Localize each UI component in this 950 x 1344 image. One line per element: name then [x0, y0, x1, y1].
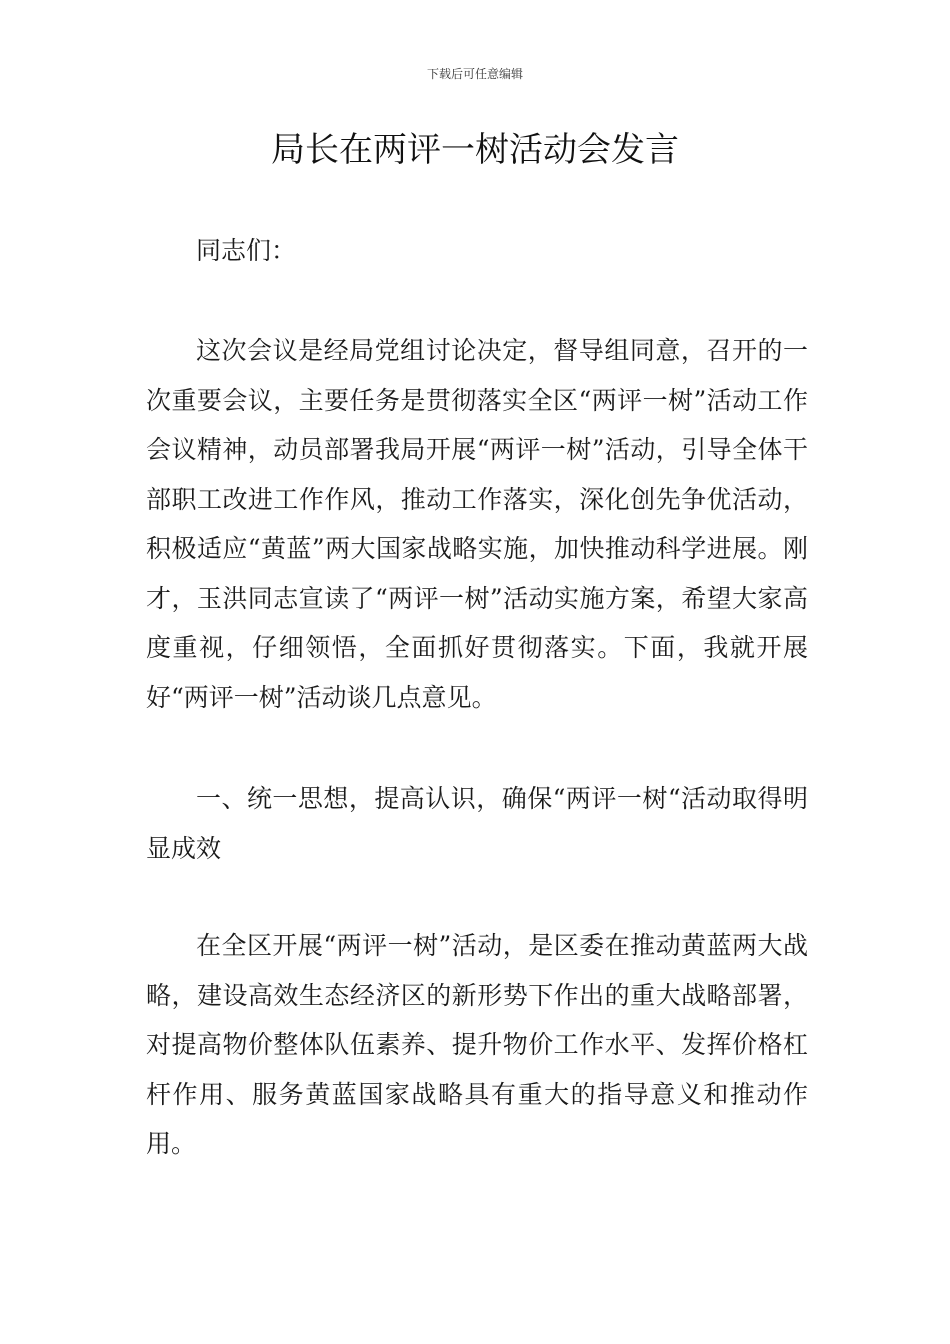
paragraph-section-1: 在全区开展“两评一树”活动，是区委在推动黄蓝两大战略，建设高效生态经济区的新形势下作出的重大战略部署，对提高物价整体队伍素养、提升物价工作水平、发挥价格杠杆作用、服务黄蓝国家战略具有重大的指导意义和推动作用。: [146, 931, 808, 1158]
document-title: 局长在两评一树活动会发言: [271, 130, 679, 170]
salutation: 同志们：: [196, 236, 297, 265]
header-note: 下载后可任意编辑: [426, 67, 523, 81]
paragraph-intro: 这次会议是经局党组讨论决定，督导组同意，召开的一次重要会议，主要任务是贯彻落实全区“两评一树”活动工作会议精神，动员部署我局开展“两评一树”活动，引导全体干部职工改进工作作风，推动工作落实，深化创先争优活动，积极适应“黄蓝”两大国家战略实施，加快推动科学进展。刚才，玉洪同志宣读了“两评一树”活动实施方案，希望大家高度重视，仔细领悟，全面抓好贯彻落实。下面，我就开展好“两评一树”活动谈几点意见。: [146, 336, 808, 712]
section-heading-1: 一、统一思想，提高认识，确保“两评一树“活动取得明显成效: [146, 784, 808, 863]
